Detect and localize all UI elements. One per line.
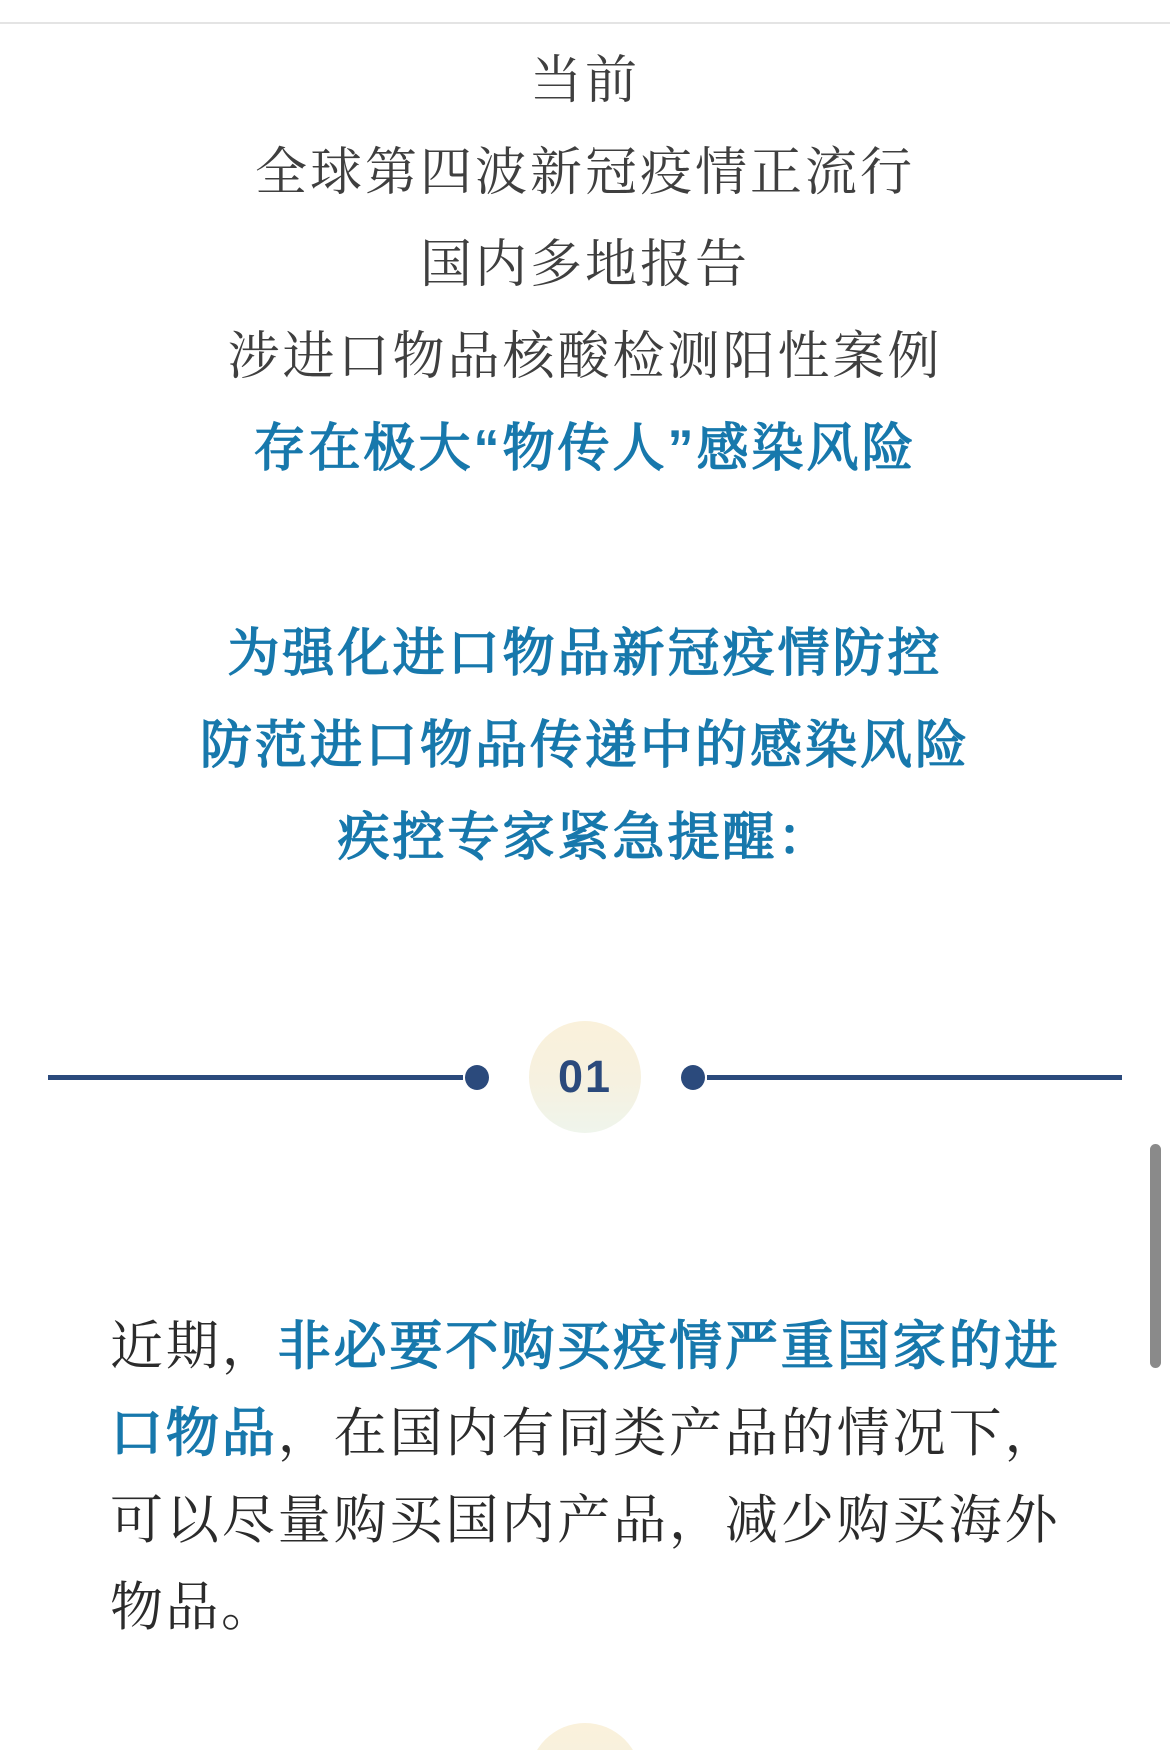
divider-line-right bbox=[707, 1075, 1122, 1080]
notice-line: 为强化进口物品新冠疫情防控 bbox=[227, 625, 943, 683]
paragraph-prefix: 近期， bbox=[110, 1317, 278, 1376]
notice-line: 疾控专家紧急提醒： bbox=[337, 809, 833, 867]
divider-dot-right bbox=[681, 1065, 705, 1090]
body-paragraph bbox=[110, 1303, 1060, 1651]
intro-line: 全球第四波新冠疫情正流行 bbox=[254, 144, 915, 202]
paragraph-suffix: ，在国内有同类产品的情况下，可以尽量购买国内产品，减少购买海外物品。 bbox=[110, 1404, 1060, 1637]
section-number-badge bbox=[529, 1021, 641, 1133]
intro-line: 国内多地报告 bbox=[419, 236, 750, 294]
section-number: 01 bbox=[557, 1051, 613, 1102]
divider-dot-left bbox=[465, 1065, 489, 1090]
paragraph-highlight: 非必要不购买疫情严重国家的进口物品 bbox=[110, 1317, 1060, 1463]
next-section-badge bbox=[529, 1723, 641, 1750]
intro-block bbox=[0, 35, 1170, 495]
divider-line-left bbox=[48, 1075, 463, 1080]
intro-highlight: 存在极大“物传人”感染风险 bbox=[253, 420, 917, 478]
section-divider bbox=[48, 1021, 1122, 1133]
notice-block bbox=[0, 608, 1170, 884]
top-divider bbox=[0, 22, 1170, 24]
notice-line: 防范进口物品传递中的感染风险 bbox=[199, 717, 970, 775]
scrollbar-thumb[interactable] bbox=[1150, 1144, 1161, 1368]
intro-line: 当前 bbox=[529, 52, 640, 110]
intro-line: 涉进口物品核酸检测阳性案例 bbox=[227, 328, 943, 386]
